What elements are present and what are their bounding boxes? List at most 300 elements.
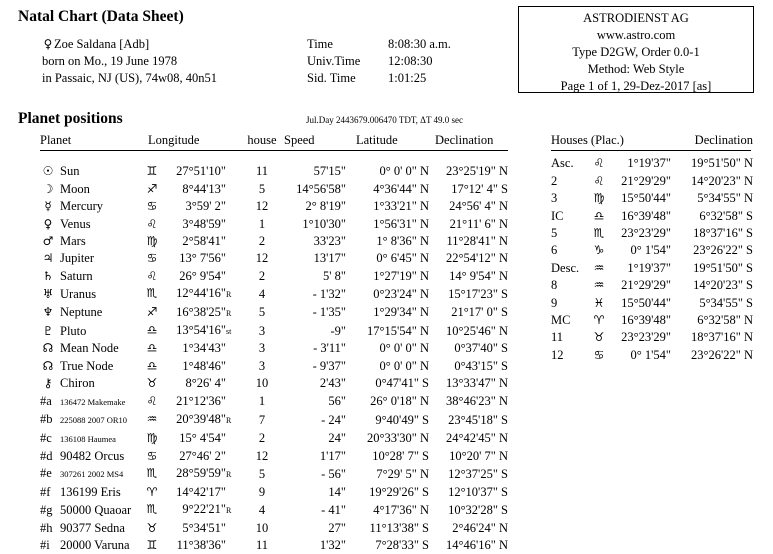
house-row bbox=[551, 155, 753, 172]
sid-time-label: Sid. Time bbox=[307, 71, 356, 85]
latitude-cell: 0°47'41" S bbox=[375, 376, 429, 391]
planet-name: 307261 2002 MS4 bbox=[60, 469, 124, 480]
retrograde-marker: R bbox=[226, 308, 232, 318]
zodiac-sign-icon: ♌ bbox=[593, 173, 605, 188]
house-cell: 3 bbox=[258, 341, 266, 356]
house-row bbox=[551, 208, 753, 225]
latitude-cell: 1°33'21" N bbox=[373, 199, 429, 214]
latitude-cell: 1°56'31" N bbox=[373, 216, 429, 231]
house-declination: 5°34'55" S bbox=[699, 295, 753, 310]
house-cusp-value: 23°23'29" bbox=[621, 330, 671, 345]
house-name: MC bbox=[551, 313, 571, 328]
zodiac-sign-icon: ♒ bbox=[146, 412, 158, 427]
house-row bbox=[551, 173, 753, 190]
house-declination: 23°26'22" N bbox=[690, 347, 753, 362]
house-cell: 2 bbox=[258, 431, 266, 445]
house-cusp-cell bbox=[591, 329, 679, 346]
house-cusp-value: 15°50'44" bbox=[621, 191, 671, 206]
longitude-cell bbox=[144, 520, 242, 537]
zodiac-sign-icon: ♎ bbox=[593, 208, 605, 223]
planet-name-cell bbox=[40, 393, 144, 411]
col-house: house bbox=[247, 133, 277, 147]
retrograde-marker: R bbox=[226, 416, 232, 426]
longitude-value: 27°46' 2" bbox=[179, 448, 226, 463]
planet-glyph-icon: ♅ bbox=[42, 286, 54, 301]
house-name: IC bbox=[551, 208, 564, 223]
house-cell: 4 bbox=[258, 286, 266, 301]
house-name: 8 bbox=[551, 278, 558, 293]
declination-cell: 15°17'23" S bbox=[448, 286, 508, 301]
declination-cell: 14° 9'54" N bbox=[449, 268, 508, 283]
house-cell: 12 bbox=[255, 199, 269, 214]
birth-place: in Passaic, NJ (US), 74w08, 40n51 bbox=[42, 71, 217, 85]
house-cusp-value: 0° 1'54" bbox=[630, 243, 671, 258]
latitude-cell: 4°36'44" N bbox=[373, 181, 429, 196]
planet-name-cell bbox=[40, 340, 144, 357]
planet-row bbox=[40, 285, 508, 303]
latitude-cell: 11°13'38" S bbox=[369, 520, 429, 535]
zodiac-sign-icon: ♍ bbox=[593, 191, 605, 206]
longitude-value: 9°22'21" bbox=[182, 502, 226, 517]
declination-cell: 0°43'15" S bbox=[454, 358, 508, 373]
planet-name: 136108 Haumea bbox=[60, 433, 116, 444]
planet-name-cell bbox=[40, 181, 144, 198]
declination-cell: 24°56' 4" N bbox=[449, 199, 508, 214]
person-info bbox=[42, 36, 217, 87]
speed-cell: - 3'11" bbox=[313, 341, 346, 356]
planet-row bbox=[40, 393, 508, 411]
planet-glyph-icon: ☊ bbox=[42, 358, 54, 373]
zodiac-sign-icon: ♋ bbox=[146, 448, 158, 463]
planet-name: True Node bbox=[60, 358, 114, 373]
planet-name: Chiron bbox=[60, 376, 95, 391]
planet-name: 90377 Sedna bbox=[60, 520, 125, 535]
latitude-cell: 7°28'33" S bbox=[375, 537, 429, 552]
planet-name: 136472 Makemake bbox=[60, 396, 126, 407]
planet-name: Venus bbox=[60, 216, 91, 231]
zodiac-sign-icon: ♐ bbox=[146, 304, 158, 319]
speed-cell: 24" bbox=[328, 431, 346, 445]
univ-time-label: Univ.Time bbox=[307, 54, 361, 68]
house-cell: 11 bbox=[255, 164, 269, 179]
latitude-cell: 10°28' 7" S bbox=[372, 448, 429, 463]
speed-cell: 56" bbox=[328, 394, 346, 409]
planet-name-cell bbox=[40, 537, 144, 554]
zodiac-sign-icon: ♊ bbox=[146, 164, 158, 179]
house-cell: 3 bbox=[258, 323, 266, 338]
zodiac-sign-icon: ♋ bbox=[593, 347, 605, 362]
house-row bbox=[551, 242, 753, 259]
planet-row bbox=[40, 501, 508, 519]
time-values bbox=[388, 36, 451, 87]
longitude-value: 12°44'16" bbox=[176, 286, 226, 301]
asteroid-code: #b bbox=[40, 412, 53, 427]
house-cusp-cell bbox=[591, 225, 679, 242]
planet-row bbox=[40, 340, 508, 357]
planet-name-cell bbox=[40, 465, 144, 483]
latitude-cell: 0° 0' 0" N bbox=[379, 358, 429, 373]
house-declination: 6°32'58" S bbox=[699, 208, 753, 223]
house-declination: 18°37'16" N bbox=[690, 330, 753, 345]
planet-name-cell bbox=[40, 484, 144, 501]
zodiac-sign-icon: ♍ bbox=[146, 431, 158, 445]
house-name: Desc. bbox=[551, 260, 580, 275]
speed-cell: 2° 8'19" bbox=[305, 199, 346, 214]
asteroid-code: #f bbox=[40, 484, 51, 499]
speed-cell: 5' 8" bbox=[323, 268, 346, 283]
planet-name: Moon bbox=[60, 181, 90, 196]
zodiac-sign-icon: ♏ bbox=[146, 286, 158, 301]
declination-cell: 11°28'41" N bbox=[446, 234, 508, 249]
julian-day: Jul.Day 2443679.006470 TDT, ΔT 49.0 sec bbox=[306, 115, 464, 125]
planet-positions-heading: Planet positions bbox=[18, 110, 123, 127]
latitude-cell: 9°40'49" S bbox=[375, 412, 429, 427]
longitude-value: 15° 4'54" bbox=[179, 431, 226, 445]
longitude-cell bbox=[144, 285, 242, 303]
planet-row bbox=[40, 375, 508, 392]
col-houses: Houses (Plac.) bbox=[551, 133, 624, 147]
longitude-value: 1°34'43" bbox=[182, 341, 226, 356]
speed-cell: 1'32" bbox=[319, 537, 346, 552]
speed-cell: - 56" bbox=[321, 466, 346, 481]
house-row bbox=[551, 277, 753, 294]
longitude-value: 20°39'48" bbox=[176, 412, 226, 427]
planet-name-cell bbox=[40, 322, 144, 340]
longitude-value: 11°38'36" bbox=[176, 537, 226, 552]
planet-row bbox=[40, 250, 508, 267]
latitude-cell: 4°17'36" N bbox=[373, 502, 429, 517]
speed-cell: - 1'32" bbox=[312, 286, 346, 301]
longitude-cell bbox=[144, 358, 242, 375]
retrograde-marker: R bbox=[226, 290, 232, 300]
house-declination: 14°20'23" N bbox=[690, 173, 753, 188]
longitude-cell bbox=[144, 340, 242, 357]
zodiac-sign-icon: ♈ bbox=[593, 313, 605, 328]
planet-row bbox=[40, 411, 508, 429]
house-row bbox=[551, 347, 753, 364]
house-cusp-cell bbox=[591, 277, 679, 294]
longitude-cell bbox=[144, 393, 242, 411]
zodiac-sign-icon: ♋ bbox=[146, 199, 158, 214]
house-cell: 11 bbox=[255, 537, 269, 552]
planet-glyph-icon: ☽ bbox=[42, 181, 54, 196]
house-name: Asc. bbox=[551, 156, 574, 171]
longitude-value: 8°44'13" bbox=[182, 181, 226, 196]
asteroid-code: #h bbox=[40, 520, 53, 535]
house-cell: 5 bbox=[258, 181, 266, 196]
longitude-value: 2°58'41" bbox=[182, 234, 226, 249]
longitude-cell bbox=[144, 322, 242, 340]
latitude-cell: 1°27'19" N bbox=[373, 268, 429, 283]
house-declination: 23°26'22" S bbox=[693, 243, 753, 258]
house-cusp-value: 15°50'44" bbox=[621, 295, 671, 310]
zodiac-sign-icon: ♌ bbox=[146, 216, 158, 231]
planet-glyph-icon: ☊ bbox=[42, 341, 54, 356]
declination-cell: 2°46'24" N bbox=[452, 520, 508, 535]
latitude-cell: 0° 6'45" N bbox=[376, 251, 429, 266]
planet-row bbox=[40, 233, 508, 250]
longitude-value: 8°26' 4" bbox=[185, 376, 226, 391]
planet-name-cell bbox=[40, 304, 144, 322]
planet-name: 90482 Orcus bbox=[60, 448, 125, 463]
zodiac-sign-icon: ♌ bbox=[146, 268, 158, 283]
declination-cell: 23°45'18" S bbox=[448, 412, 508, 427]
latitude-cell: 17°15'54" N bbox=[366, 323, 429, 338]
house-cusp-value: 1°19'37" bbox=[627, 156, 671, 171]
planet-row bbox=[40, 198, 508, 215]
house-cell: 1 bbox=[258, 216, 266, 231]
page-title: Natal Chart (Data Sheet) bbox=[18, 8, 184, 25]
houses-table bbox=[551, 132, 753, 364]
time-label: Time bbox=[307, 37, 333, 51]
planet-row bbox=[40, 430, 508, 448]
chart-type: Type D2GW, Order 0.0-1 bbox=[572, 45, 700, 59]
univ-time-value: 12:08:30 bbox=[388, 54, 433, 68]
house-cusp-cell bbox=[591, 347, 679, 364]
asteroid-code: #g bbox=[40, 502, 53, 517]
planet-row bbox=[40, 358, 508, 375]
asteroid-code: #a bbox=[40, 393, 52, 408]
longitude-value: 13°54'16" bbox=[176, 323, 226, 338]
declination-cell: 10°25'46" N bbox=[445, 323, 508, 338]
speed-cell: 1'17" bbox=[319, 448, 346, 463]
planet-row bbox=[40, 322, 508, 340]
planet-name-cell bbox=[40, 448, 144, 465]
speed-cell: - 24" bbox=[321, 412, 346, 427]
planet-table bbox=[40, 132, 508, 552]
house-cell: 2 bbox=[258, 268, 266, 283]
house-declination: 6°32'58" N bbox=[697, 313, 753, 328]
house-cell: 7 bbox=[258, 412, 266, 427]
longitude-cell bbox=[144, 233, 242, 250]
house-name: 2 bbox=[551, 173, 558, 188]
longitude-cell bbox=[144, 411, 242, 429]
planet-glyph-icon: ⚷ bbox=[43, 376, 53, 391]
longitude-value: 21°12'36" bbox=[176, 394, 226, 409]
house-name: 12 bbox=[551, 347, 564, 362]
person-name: Zoe Saldana [Adb] bbox=[54, 37, 150, 51]
sid-time-value: 1:01:25 bbox=[388, 71, 427, 85]
col-house-declination: Declination bbox=[694, 133, 753, 147]
planet-name: Mercury bbox=[60, 199, 104, 214]
speed-cell: - 41" bbox=[321, 502, 346, 517]
planet-name-cell bbox=[40, 216, 144, 233]
planet-name-cell bbox=[40, 501, 144, 519]
declination-cell: 21°17' 0" S bbox=[451, 305, 508, 320]
house-name: 9 bbox=[551, 295, 558, 310]
zodiac-sign-icon: ♊ bbox=[146, 537, 158, 552]
house-cell: 12 bbox=[255, 251, 269, 266]
planet-row bbox=[40, 520, 508, 537]
zodiac-sign-icon: ♒ bbox=[593, 260, 605, 275]
house-name: 5 bbox=[551, 226, 558, 241]
longitude-value: 16°38'25" bbox=[176, 304, 226, 319]
speed-cell: 1°10'30" bbox=[302, 216, 346, 231]
planet-name-cell bbox=[40, 375, 144, 392]
latitude-cell: 0° 0' 0" N bbox=[379, 164, 429, 179]
longitude-cell bbox=[144, 304, 242, 322]
zodiac-sign-icon: ♍ bbox=[146, 234, 158, 249]
zodiac-sign-icon: ♓ bbox=[593, 295, 605, 310]
speed-cell: 33'23" bbox=[313, 234, 346, 249]
zodiac-sign-icon: ♏ bbox=[146, 466, 158, 481]
speed-cell: 13'17" bbox=[313, 251, 346, 266]
col-longitude: Longitude bbox=[148, 133, 200, 147]
female-icon: ♀ bbox=[43, 37, 53, 51]
planet-row bbox=[40, 465, 508, 483]
planet-name: Sun bbox=[60, 164, 80, 179]
houses-table-header bbox=[551, 132, 753, 149]
zodiac-sign-icon: ♎ bbox=[146, 358, 158, 373]
house-row bbox=[551, 312, 753, 329]
longitude-cell bbox=[144, 537, 242, 554]
speed-cell: 57'15" bbox=[313, 164, 346, 179]
speed-cell: -9" bbox=[330, 323, 346, 338]
latitude-cell: 0° 0' 0" N bbox=[379, 341, 429, 356]
col-declination: Declination bbox=[435, 133, 494, 147]
declination-cell: 10°20' 7" N bbox=[449, 448, 508, 463]
planet-glyph-icon: ☿ bbox=[44, 199, 52, 214]
birth-date: born on Mo., 19 June 1978 bbox=[42, 54, 178, 68]
planet-glyph-icon: ☉ bbox=[42, 164, 54, 179]
longitude-cell bbox=[144, 465, 242, 483]
zodiac-sign-icon: ♉ bbox=[146, 376, 158, 391]
house-cusp-cell bbox=[591, 190, 679, 207]
latitude-cell: 1° 8'36" N bbox=[376, 234, 429, 249]
zodiac-sign-icon: ♉ bbox=[146, 520, 158, 535]
declination-cell: 21°11' 6" N bbox=[449, 216, 508, 231]
declination-cell: 24°42'45" N bbox=[445, 431, 508, 445]
zodiac-sign-icon: ♌ bbox=[146, 394, 158, 409]
house-cusp-value: 16°39'48" bbox=[621, 313, 671, 328]
longitude-value: 27°51'10" bbox=[176, 164, 226, 179]
speed-cell: 14°56'58" bbox=[296, 181, 346, 196]
longitude-cell bbox=[144, 430, 242, 448]
house-cusp-cell bbox=[591, 242, 679, 259]
planet-row bbox=[40, 268, 508, 285]
zodiac-sign-icon: ♈ bbox=[146, 484, 158, 499]
house-cell: 5 bbox=[258, 466, 266, 481]
house-cusp-cell bbox=[591, 155, 679, 172]
longitude-value: 1°48'46" bbox=[182, 358, 226, 373]
house-cell: 10 bbox=[255, 520, 269, 535]
house-cusp-value: 23°23'29" bbox=[621, 226, 671, 241]
col-planet: Planet bbox=[40, 133, 72, 147]
longitude-value: 26° 9'54" bbox=[179, 268, 226, 283]
house-cusp-cell bbox=[591, 260, 679, 277]
asteroid-code: #i bbox=[40, 537, 50, 552]
house-name: 11 bbox=[551, 330, 564, 345]
house-declination: 14°20'23" S bbox=[693, 278, 753, 293]
planet-glyph-icon: ♃ bbox=[42, 251, 54, 266]
longitude-cell bbox=[144, 250, 242, 267]
house-name: 3 bbox=[551, 191, 558, 206]
zodiac-sign-icon: ♏ bbox=[593, 226, 605, 241]
latitude-cell: 19°29'26" S bbox=[369, 484, 429, 499]
house-cusp-cell bbox=[591, 173, 679, 190]
retrograde-marker: st bbox=[226, 327, 232, 337]
retrograde-marker: R bbox=[226, 506, 232, 516]
house-cell: 5 bbox=[258, 305, 266, 320]
zodiac-sign-icon: ♒ bbox=[593, 278, 605, 293]
retrograde-marker: R bbox=[226, 470, 232, 480]
planet-name: Uranus bbox=[60, 286, 97, 301]
house-cusp-value: 1°19'37" bbox=[627, 260, 671, 275]
house-row bbox=[551, 295, 753, 312]
house-name: 6 bbox=[551, 243, 558, 258]
longitude-value: 28°59'59" bbox=[176, 466, 226, 481]
declination-cell: 12°37'25" S bbox=[448, 466, 508, 481]
longitude-cell bbox=[144, 375, 242, 392]
declination-cell: 13°33'47" N bbox=[445, 376, 508, 391]
planet-row bbox=[40, 484, 508, 501]
declination-cell: 14°46'16" N bbox=[445, 537, 508, 552]
chart-method: Method: Web Style bbox=[587, 62, 685, 76]
company-name: ASTRODIENST AG bbox=[583, 11, 689, 25]
asteroid-code: #d bbox=[40, 448, 53, 463]
planet-name: Neptune bbox=[60, 305, 103, 320]
speed-cell: 27" bbox=[328, 520, 346, 535]
planet-glyph-icon: ♀ bbox=[43, 216, 53, 231]
declination-cell: 22°54'12" N bbox=[445, 251, 508, 266]
house-cusp-value: 21°29'29" bbox=[621, 173, 671, 188]
planet-table-header bbox=[40, 132, 508, 149]
longitude-cell bbox=[144, 181, 242, 198]
planet-name-cell bbox=[40, 250, 144, 267]
company-url: www.astro.com bbox=[596, 28, 676, 42]
asteroid-code: #c bbox=[40, 430, 52, 445]
planet-name: Saturn bbox=[60, 268, 93, 283]
declination-cell: 38°46'23" N bbox=[445, 394, 508, 409]
longitude-value: 3°59' 2" bbox=[185, 199, 226, 214]
planet-name: 50000 Quaoar bbox=[60, 502, 132, 517]
speed-cell: 14" bbox=[328, 484, 346, 499]
planet-name: Pluto bbox=[60, 323, 87, 338]
planet-row bbox=[40, 163, 508, 180]
longitude-cell bbox=[144, 501, 242, 519]
house-declination: 19°51'50" S bbox=[693, 260, 753, 275]
planet-name-cell bbox=[40, 358, 144, 375]
longitude-value: 13° 7'56" bbox=[179, 251, 226, 266]
longitude-cell bbox=[144, 198, 242, 215]
declination-cell: 12°10'37" S bbox=[448, 484, 508, 499]
longitude-cell bbox=[144, 484, 242, 501]
asteroid-code: #e bbox=[40, 466, 52, 481]
planet-name: 20000 Varuna bbox=[60, 537, 130, 552]
zodiac-sign-icon: ♎ bbox=[146, 341, 158, 356]
house-cusp-value: 0° 1'54" bbox=[630, 347, 671, 362]
speed-cell: - 9'37" bbox=[312, 358, 346, 373]
house-row bbox=[551, 260, 753, 277]
time-value: 8:08:30 a.m. bbox=[388, 37, 451, 51]
time-labels bbox=[307, 36, 360, 87]
latitude-cell: 1°29'34" N bbox=[373, 305, 429, 320]
house-cell: 1 bbox=[258, 394, 266, 409]
latitude-cell: 7°29' 5" N bbox=[376, 466, 429, 481]
house-cell: 12 bbox=[255, 448, 269, 463]
zodiac-sign-icon: ♏ bbox=[146, 502, 158, 517]
house-cusp-cell bbox=[591, 295, 679, 312]
house-row bbox=[551, 329, 753, 346]
planet-name-cell bbox=[40, 430, 144, 448]
house-cell: 2 bbox=[258, 234, 266, 249]
house-cell: 4 bbox=[258, 502, 266, 517]
house-declination: 18°37'16" S bbox=[693, 226, 753, 241]
speed-cell: - 1'35" bbox=[312, 305, 346, 320]
longitude-cell bbox=[144, 216, 242, 233]
longitude-cell bbox=[144, 448, 242, 465]
planet-name: 225088 2007 OR10 bbox=[60, 415, 128, 426]
